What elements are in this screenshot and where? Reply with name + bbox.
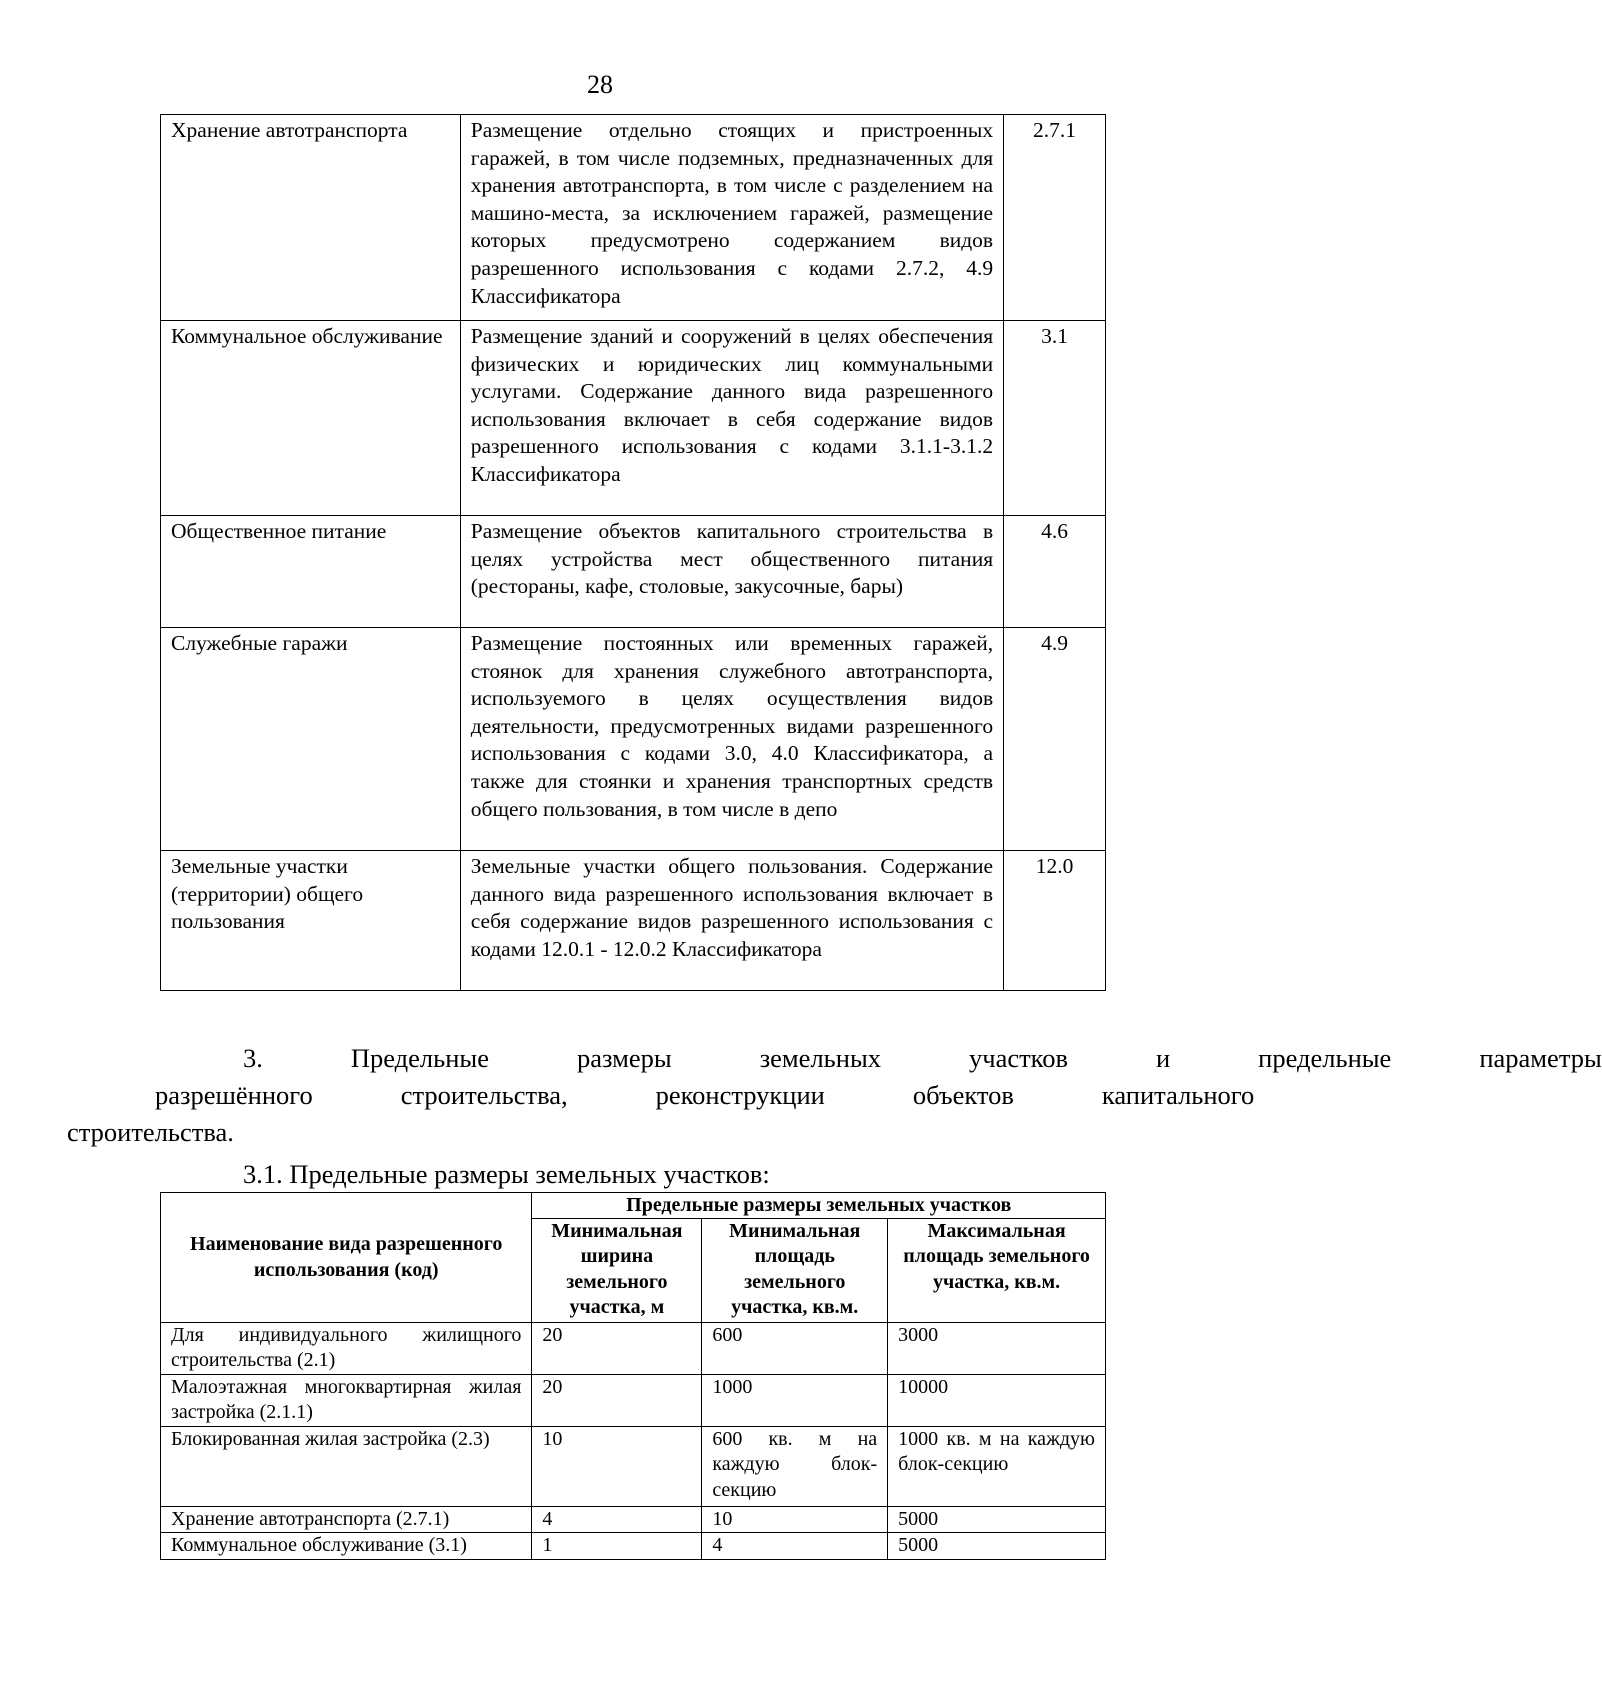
header-max-area: Максимальная площадь земельного участка, кв.м. <box>888 1219 1106 1323</box>
min-area-value: 600 кв. м на каждую блок-секцию <box>702 1427 888 1507</box>
use-code: 4.9 <box>1004 628 1106 851</box>
use-code: 2.7.1 <box>1004 115 1106 321</box>
min-width-value: 20 <box>532 1375 702 1427</box>
min-width-value: 20 <box>532 1323 702 1375</box>
min-width-value: 1 <box>532 1533 702 1559</box>
min-area-value: 4 <box>702 1533 888 1559</box>
min-width-value: 10 <box>532 1427 702 1507</box>
use-description: Размещение постоянных или временных гаражей, стоянок для хранения служебного автотранспорта, используемого в целях осуществления видов деятельности, предусмотренных видами разрешенного использования с кодами 3.0, 4.0 Классификатора, а также для стоянки и хранения транспортных средств общего пользования, в том числе в депо <box>460 628 1003 851</box>
header-use-name: Наименование вида разрешенного использования (код) <box>161 1193 532 1323</box>
table-row <box>161 1375 1106 1427</box>
max-area-value: 10000 <box>888 1375 1106 1427</box>
header-row <box>161 1193 1106 1219</box>
min-area-value: 600 <box>702 1323 888 1375</box>
use-name: Блокированная жилая застройка (2.3) <box>161 1427 532 1507</box>
header-group: Предельные размеры земельных участков <box>532 1193 1106 1219</box>
use-name: Земельные участки (территории) общего пользования <box>161 851 461 991</box>
use-name: Малоэтажная многоквартирная жилая застройка (2.1.1) <box>161 1375 532 1427</box>
heading-line-1: 3. Предельные размеры земельных участков и предельные параметры <box>243 1043 1602 1073</box>
max-area-value: 3000 <box>888 1323 1106 1375</box>
use-name: Служебные гаражи <box>161 628 461 851</box>
plot-size-limits-table <box>160 1192 1106 1560</box>
use-name: Хранение автотранспорта (2.7.1) <box>161 1507 532 1533</box>
use-code: 12.0 <box>1004 851 1106 991</box>
use-description: Размещение объектов капитального строительства в целях устройства мест общественного питания (рестораны, кафе, столовые, закусочные, бары) <box>460 516 1003 628</box>
table-row <box>161 115 1106 321</box>
use-name: Хранение автотранспорта <box>161 115 461 321</box>
heading-line-2: разрешённого строительства, реконструкции объектов капитального <box>155 1080 1255 1110</box>
table-row <box>161 1427 1106 1507</box>
use-code: 3.1 <box>1004 321 1106 516</box>
use-description: Земельные участки общего пользования. Содержание данного вида разрешенного использования включает в себя содержание видов разрешенного использования с кодами 12.0.1 - 12.0.2 Классификатора <box>460 851 1003 991</box>
min-area-value: 10 <box>702 1507 888 1533</box>
use-name: Общественное питание <box>161 516 461 628</box>
table-row <box>161 1533 1106 1559</box>
page-number: 28 <box>587 70 613 99</box>
max-area-value: 5000 <box>888 1533 1106 1559</box>
min-area-value: 1000 <box>702 1375 888 1427</box>
table-row <box>161 516 1106 628</box>
table-row <box>161 1507 1106 1533</box>
table-row <box>161 1323 1106 1375</box>
use-description: Размещение отдельно стоящих и пристроенных гаражей, в том числе подземных, предназначенных для хранения автотранспорта, в том числе с разделением на машино-места, за исключением гаражей, размещение которых предусмотрено содержанием видов разрешенного использования с кодами 2.7.2, 4.9 Классификатора <box>460 115 1003 321</box>
max-area-value: 5000 <box>888 1507 1106 1533</box>
use-name: Для индивидуального жилищного строительства (2.1) <box>161 1323 532 1375</box>
use-name: Коммунальное обслуживание (3.1) <box>161 1533 532 1559</box>
min-width-value: 4 <box>532 1507 702 1533</box>
heading-line-3: строительства. <box>67 1117 234 1147</box>
header-min-area: Минимальная площадь земельного участка, кв.м. <box>702 1219 888 1323</box>
use-description: Размещение зданий и сооружений в целях обеспечения физических и юридических лиц коммунальными услугами. Содержание данного вида разрешенного использования включает в себя содержание видов разрешенного использования с кодами 3.1.1-3.1.2 Классификатора <box>460 321 1003 516</box>
table-row <box>161 321 1106 516</box>
permitted-use-table <box>160 114 1106 991</box>
section-heading <box>67 1040 1602 1151</box>
section-subheading: 3.1. Предельные размеры земельных участков: <box>243 1159 770 1189</box>
table-row <box>161 628 1106 851</box>
table-row <box>161 851 1106 991</box>
use-name: Коммунальное обслуживание <box>161 321 461 516</box>
use-code: 4.6 <box>1004 516 1106 628</box>
header-min-width: Минимальная ширина земельного участка, м <box>532 1219 702 1323</box>
max-area-value: 1000 кв. м на каждую блок-секцию <box>888 1427 1106 1507</box>
